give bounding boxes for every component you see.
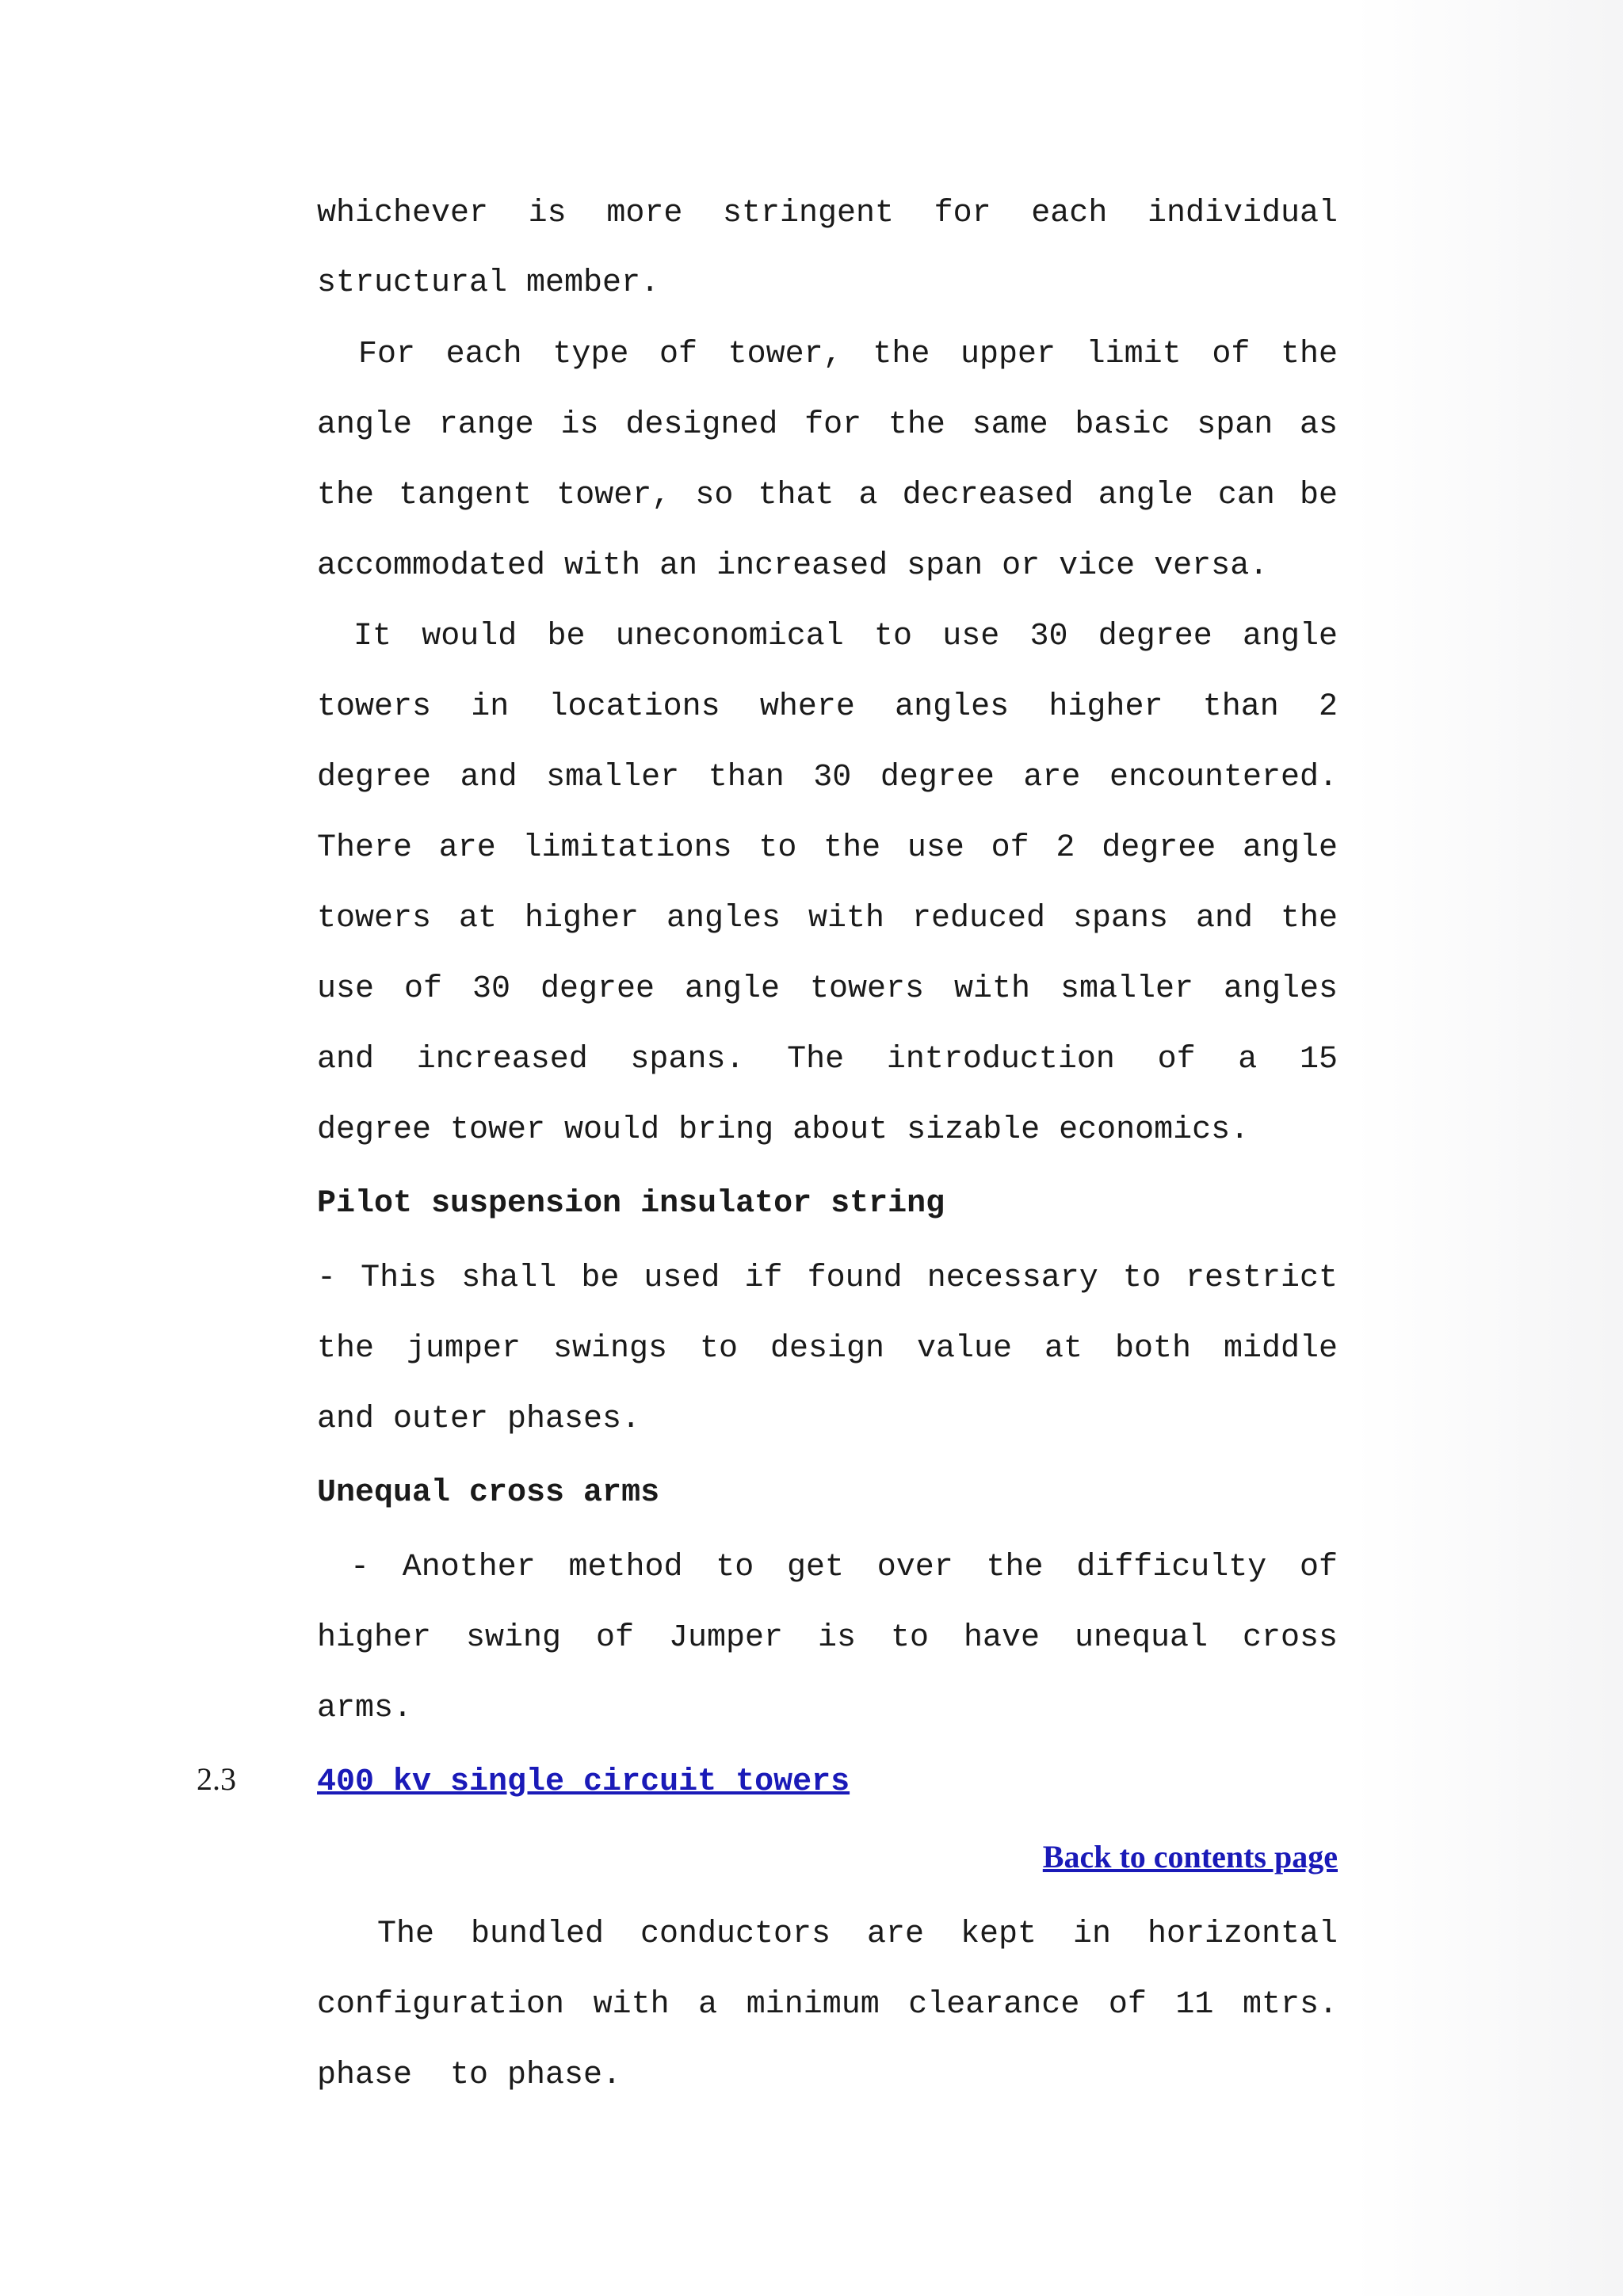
section-line: The bundled conductors are kept in horizontal <box>377 1917 1338 1952</box>
pilot-line: and outer phases. <box>317 1402 641 1437</box>
unequal-line: higher swing of Jumper is to have unequal cross <box>317 1620 1338 1656</box>
pilot-heading: Pilot suspension insulator string <box>317 1186 945 1222</box>
pilot-line: - This shall be used if found necessary to restrict <box>317 1261 1338 1296</box>
section-number: 2.3 <box>197 1761 236 1797</box>
section-line: phase to phase. <box>317 2058 622 2093</box>
paragraph3-line: towers at higher angles with reduced spans and the <box>317 901 1338 936</box>
section-title-wrapper <box>317 1764 1338 1802</box>
paragraph2-line: angle range is designed for the same basic span as <box>317 407 1338 443</box>
section-line: configuration with a minimum clearance of 11 mtrs. <box>317 1987 1338 2023</box>
paragraph2-line: the tangent tower, so that a decreased angle can be <box>317 478 1338 513</box>
unequal-line: arms. <box>317 1691 413 1726</box>
pilot-line: the jumper swings to design value at both middle <box>317 1331 1338 1367</box>
paragraph1-line: structural member. <box>317 265 660 301</box>
paragraph1-line: whichever is more stringent for each individual <box>317 196 1338 231</box>
paragraph3-line: use of 30 degree angle towers with smaller angles <box>317 971 1338 1007</box>
page-edge-shading <box>1354 0 1623 2296</box>
back-to-contents-link[interactable]: Back to contents page <box>1042 1839 1338 1875</box>
section-title-link[interactable]: 400 kv single circuit towers <box>317 1764 850 1800</box>
unequal-heading: Unequal cross arms <box>317 1475 660 1511</box>
unequal-line: - Another method to get over the difficulty of <box>350 1550 1338 1585</box>
paragraph3-line: It would be uneconomical to use 30 degree angle <box>353 619 1338 654</box>
paragraph2-line: For each type of tower, the upper limit of the <box>358 337 1338 372</box>
paragraph3-line: degree and smaller than 30 degree are encountered. <box>317 760 1338 795</box>
paragraph3-line: towers in locations where angles higher than 2 <box>317 689 1338 725</box>
paragraph2-line: accommodated with an increased span or vice versa. <box>317 548 1269 584</box>
paragraph3-line: degree tower would bring about sizable economics. <box>317 1112 1250 1148</box>
paragraph3-line: There are limitations to the use of 2 degree angle <box>317 830 1338 866</box>
paragraph3-line: and increased spans. The introduction of a 15 <box>317 1042 1338 1077</box>
